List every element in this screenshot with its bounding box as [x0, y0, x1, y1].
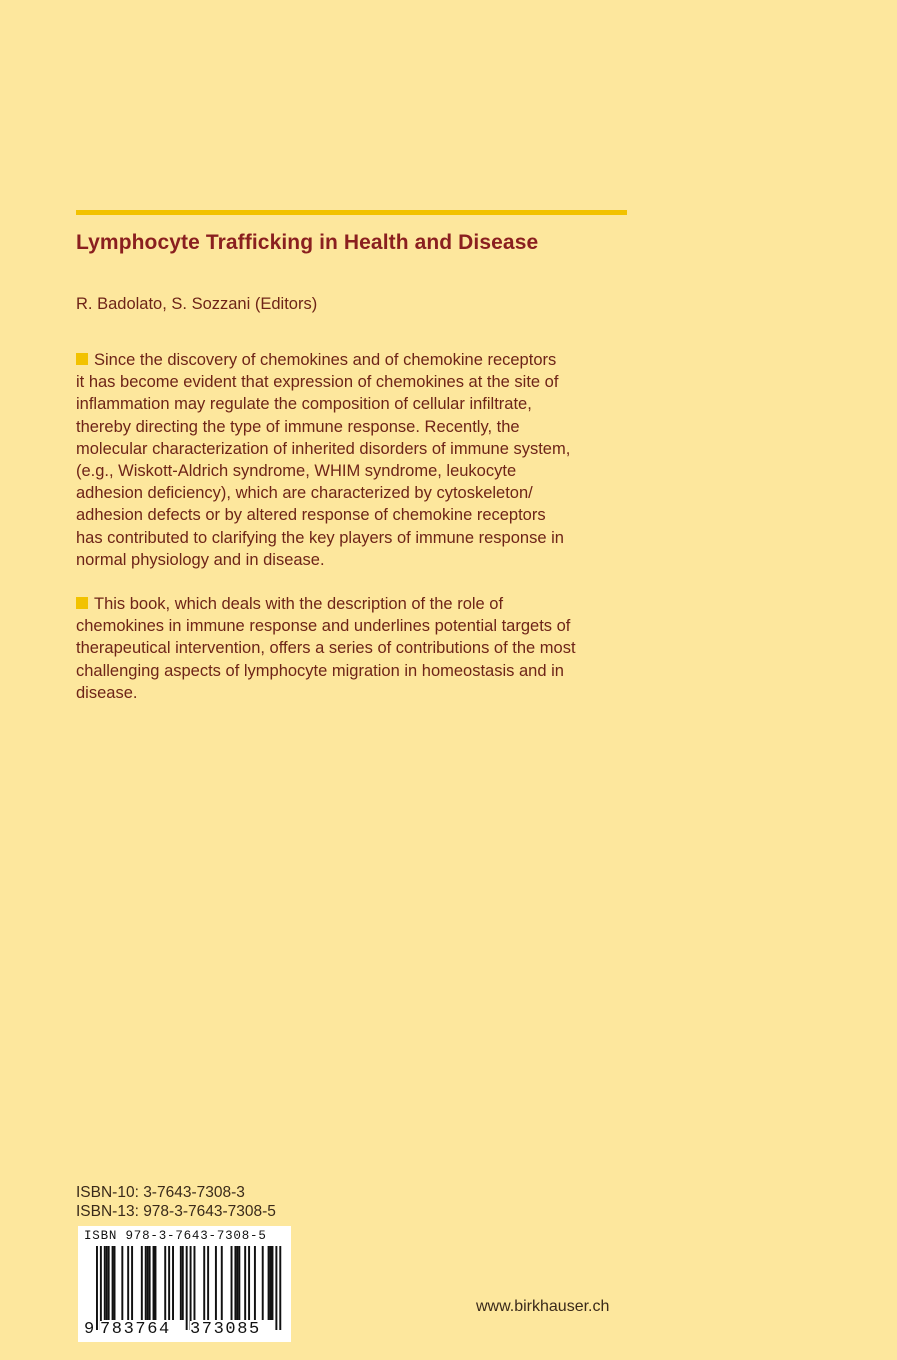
barcode-bar	[164, 1246, 166, 1320]
barcode-bar	[268, 1246, 270, 1320]
top-rule	[76, 210, 627, 215]
paragraph-line: adhesion defects or by altered response of chemokine receptors	[76, 506, 546, 525]
barcode-bar	[236, 1246, 238, 1320]
barcode-bar	[149, 1246, 151, 1320]
barcode-bar	[145, 1246, 147, 1320]
paragraph-line: disease.	[76, 683, 138, 702]
barcode-bar	[262, 1246, 264, 1320]
barcode-bar	[96, 1246, 98, 1330]
square-bullet-icon	[76, 353, 88, 365]
barcode-digits-left: 783764	[100, 1320, 171, 1339]
paragraph-line: inflammation may regulate the composition of cellular infiltrate,	[76, 395, 532, 414]
barcode-bar	[248, 1246, 250, 1320]
paragraph-line: This book, which deals with the description of the role of	[76, 593, 636, 615]
paragraph-line: thereby directing the type of immune response. Recently, the	[76, 417, 520, 436]
paragraph-line: has contributed to clarifying the key players of immune response in	[76, 528, 564, 547]
paragraph-line: it has become evident that expression of chemokines at the site of	[76, 373, 559, 392]
barcode-bar	[112, 1246, 114, 1320]
barcode-bar	[100, 1246, 102, 1330]
barcode-bar	[168, 1246, 170, 1320]
barcode-bar	[121, 1246, 123, 1320]
book-editors: R. Badolato, S. Sozzani (Editors)	[76, 295, 318, 313]
paragraph-line: chemokines in immune response and underlines potential targets of	[76, 617, 571, 636]
paragraph-line: adhesion deficiency), which are characterized by cytoskeleton/	[76, 484, 533, 503]
description-paragraph-2	[76, 593, 636, 704]
barcode-bar	[155, 1246, 157, 1320]
barcode-bar	[254, 1246, 256, 1320]
barcode-digit-first: 9	[84, 1320, 95, 1339]
paragraph-line: molecular characterization of inherited disorders of immune system,	[76, 439, 571, 458]
barcode-bar	[270, 1246, 272, 1320]
barcode-bar	[238, 1246, 240, 1320]
barcode-isbn-label: ISBN 978-3-7643-7308-5	[84, 1229, 267, 1243]
barcode-bar	[194, 1246, 196, 1320]
barcode-bar	[244, 1246, 246, 1320]
barcode-bar	[180, 1246, 182, 1320]
barcode-digits-right: 373085	[190, 1320, 261, 1339]
paragraph-line: normal physiology and in disease.	[76, 550, 325, 569]
barcode-bar	[131, 1246, 133, 1320]
isbn-10: ISBN-10: 3-7643-7308-3	[76, 1184, 245, 1201]
barcode	[78, 1226, 291, 1342]
barcode-bar	[234, 1246, 236, 1320]
barcode-bar	[114, 1246, 116, 1320]
paragraph-line: (e.g., Wiskott-Aldrich syndrome, WHIM syndrome, leukocyte	[76, 462, 517, 481]
barcode-bar	[215, 1246, 217, 1320]
barcode-bar	[279, 1246, 281, 1330]
barcode-bar	[108, 1246, 110, 1320]
barcode-bar	[272, 1246, 274, 1320]
barcode-bar	[275, 1246, 277, 1330]
barcode-bar	[147, 1246, 149, 1320]
barcode-bar	[203, 1246, 205, 1320]
square-bullet-icon	[76, 597, 88, 609]
barcode-bar	[172, 1246, 174, 1320]
barcode-bar	[182, 1246, 184, 1320]
isbn-13: ISBN-13: 978-3-7643-7308-5	[76, 1203, 276, 1220]
barcode-bar	[153, 1246, 155, 1320]
barcode-bar	[106, 1246, 108, 1320]
paragraph-line: Since the discovery of chemokines and of chemokine receptors	[76, 349, 636, 371]
publisher-website[interactable]: www.birkhauser.ch	[476, 1298, 610, 1315]
barcode-bar	[207, 1246, 209, 1320]
barcode-bar	[141, 1246, 143, 1320]
barcode-bar	[186, 1246, 188, 1330]
paragraph-line: challenging aspects of lymphocyte migration in homeostasis and in	[76, 661, 564, 680]
barcode-bar	[221, 1246, 223, 1320]
barcode-bar	[104, 1246, 106, 1320]
barcode-bar	[231, 1246, 233, 1320]
barcode-bar	[127, 1246, 129, 1320]
paragraph-line: therapeutical intervention, offers a series of contributions of the most	[76, 639, 576, 658]
description-paragraph-1	[76, 349, 636, 571]
book-title: Lymphocyte Trafficking in Health and Disease	[76, 231, 539, 254]
barcode-bar	[190, 1246, 192, 1330]
